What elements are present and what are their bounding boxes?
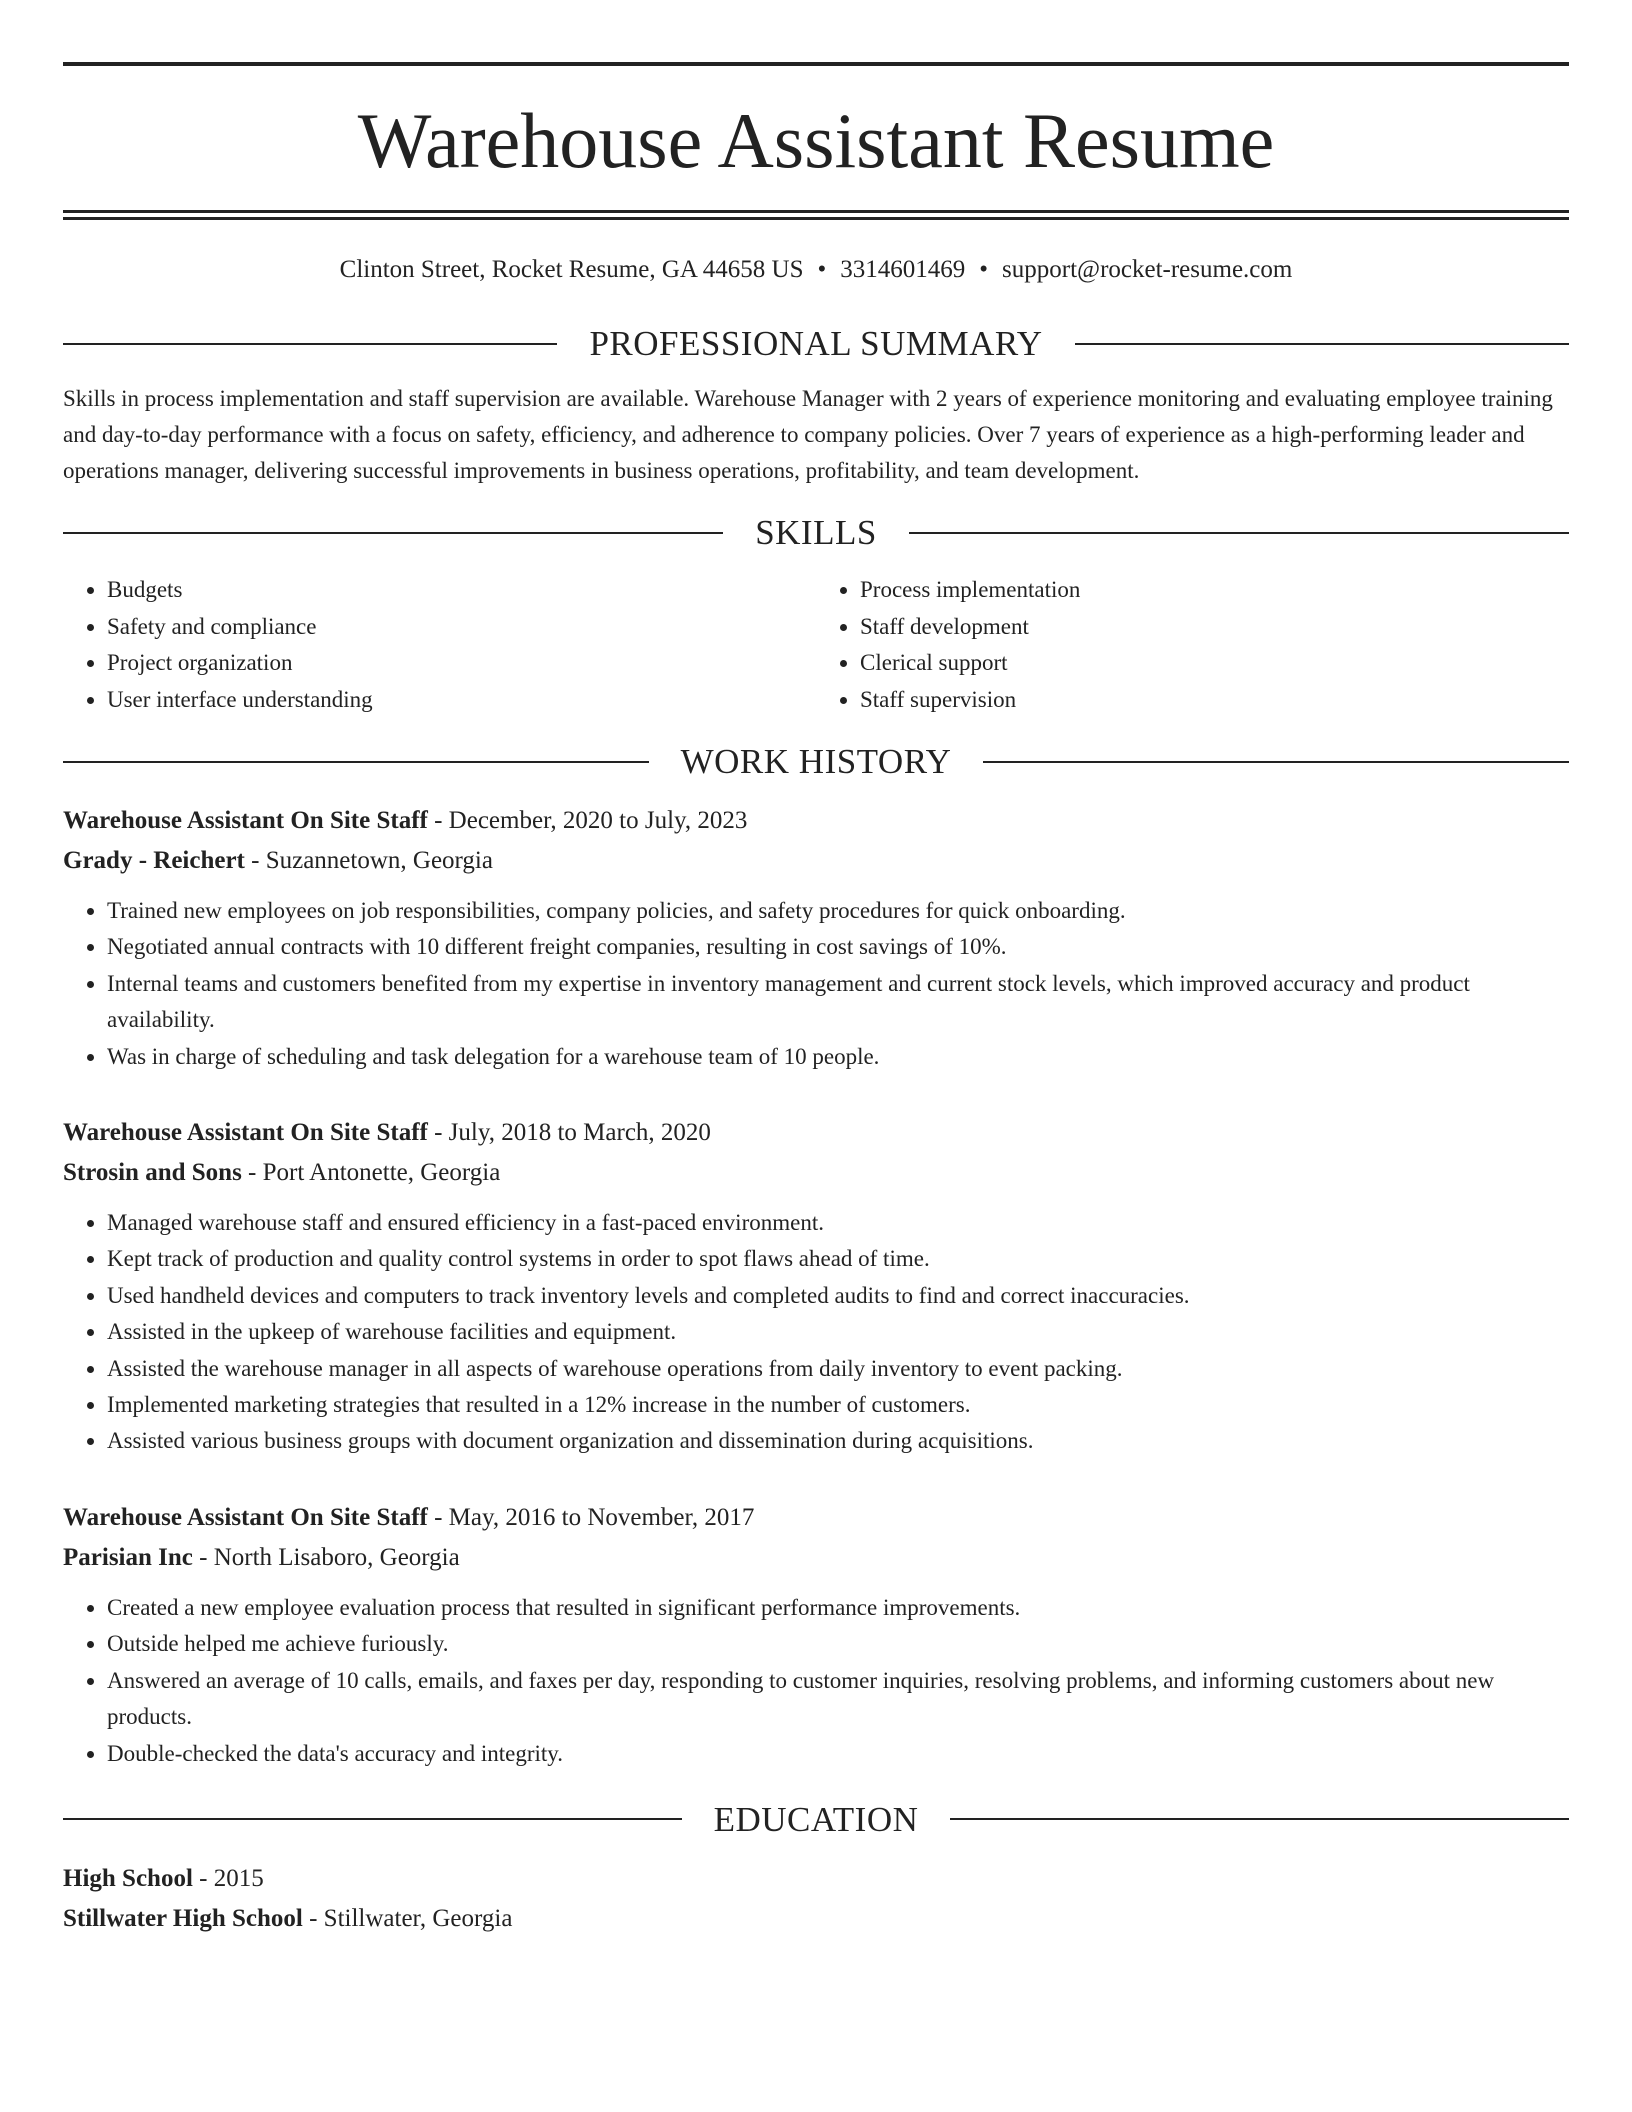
section-header-summary [63, 326, 1569, 361]
job-entry [63, 1113, 1569, 1460]
job-company-line [63, 1153, 1569, 1193]
job-bullet: • Implemented marketing strategies that resulted in a 12% increase in the number of customers. [107, 1387, 1569, 1423]
job-company: Grady - Reichert [63, 847, 245, 874]
contact-address: Clinton Street, Rocket Resume, GA 44658 US [339, 256, 804, 283]
job-bullet: • Assisted the warehouse manager in all aspects of warehouse operations from daily inventory to event packing. [107, 1351, 1569, 1387]
section-rule [1075, 343, 1569, 345]
skill-item: • Staff development [860, 609, 1569, 646]
skills-column-left [63, 572, 816, 718]
job-bullet: • Double-checked the data's accuracy and integrity. [107, 1736, 1569, 1772]
job-dates: - December, 2020 to July, 2023 [427, 807, 748, 834]
education-location: - Stillwater, Georgia [302, 1904, 513, 1932]
job-location: - Suzannetown, Georgia [244, 847, 493, 874]
job-bullet: • Was in charge of scheduling and task delegation for a warehouse team of 10 people. [107, 1039, 1569, 1075]
section-rule [63, 1818, 682, 1820]
job-bullet: • Used handheld devices and computers to track inventory levels and completed audits to find and correct inaccuracies. [107, 1278, 1569, 1314]
job-title-line [63, 1498, 1569, 1538]
job-bullet: • Internal teams and customers benefited from my expertise in inventory management and current stock levels, which improved accuracy and product availability. [107, 966, 1569, 1039]
job-bullets [63, 1590, 1569, 1772]
job-dates: - July, 2018 to March, 2020 [427, 1119, 711, 1147]
job-company: Parisian Inc [63, 1543, 193, 1571]
section-rule [950, 1818, 1569, 1820]
section-rule [909, 532, 1569, 534]
job-title-line [63, 1113, 1569, 1153]
job-title: Warehouse Assistant On Site Staff [63, 1119, 428, 1147]
summary-text: Skills in process implementation and staff supervision are available. Warehouse Manager with 2 years of experience monitoring and evaluating employee training and day-to-day performance with a focus on safety, efficiency, and adherence to company policies. Over 7 years of experience as a high-performing leader and operations manager, delivering successful improvements in business operations, profitability, and team development. [63, 386, 1553, 483]
job-entry [63, 801, 1569, 1075]
job-bullet: • Answered an average of 10 calls, emails, and faxes per day, responding to customer inquiries, resolving problems, and informing customers about new products. [107, 1663, 1569, 1736]
skill-item: • User interface understanding [107, 682, 816, 719]
skills-list [63, 572, 1569, 718]
job-bullet: • Managed warehouse staff and ensured efficiency in a fast-paced environment. [107, 1205, 1569, 1241]
contact-separator: • [817, 256, 827, 283]
job-company-line [63, 841, 1569, 881]
section-header-work-history [63, 744, 1569, 779]
title-double-rule [63, 210, 1569, 220]
skill-item: • Project organization [107, 645, 816, 682]
education-degree: High School [63, 1864, 193, 1892]
job-bullet: • Outside helped me achieve furiously. [107, 1626, 1569, 1662]
section-rule [63, 343, 557, 345]
job-location: - Port Antonette, Georgia [241, 1159, 501, 1187]
skill-item: • Safety and compliance [107, 609, 816, 646]
section-header-skills [63, 515, 1569, 550]
section-title: WORK HISTORY [680, 742, 952, 781]
job-bullet: • Assisted various business groups with document organization and dissemination during acquisitions. [107, 1423, 1569, 1459]
section-title: SKILLS [755, 513, 877, 552]
skill-item: • Clerical support [860, 645, 1569, 682]
job-title: Warehouse Assistant On Site Staff [63, 807, 428, 834]
job-company-line [63, 1538, 1569, 1578]
contact-separator: • [979, 256, 989, 283]
section-rule [983, 761, 1569, 763]
job-bullet: • Assisted in the upkeep of warehouse facilities and equipment. [107, 1314, 1569, 1350]
skills-column-right [816, 572, 1569, 718]
job-bullet: • Kept track of production and quality control systems in order to spot flaws ahead of time. [107, 1241, 1569, 1277]
skill-item: • Staff supervision [860, 682, 1569, 719]
education-school-line [63, 1899, 1569, 1939]
job-entry [63, 1498, 1569, 1772]
education-year: - 2015 [192, 1864, 264, 1892]
job-company: Strosin and Sons [63, 1159, 242, 1187]
job-title: Warehouse Assistant On Site Staff [63, 1503, 428, 1531]
job-dates: - May, 2016 to November, 2017 [427, 1503, 755, 1531]
contact-line [63, 256, 1569, 284]
contact-email: support@rocket-resume.com [1002, 256, 1293, 283]
section-header-education [63, 1799, 1569, 1839]
section-title: EDUCATION [713, 1799, 919, 1839]
job-bullet: • Negotiated annual contracts with 10 different freight companies, resulting in cost savings of 10%. [107, 929, 1569, 965]
skill-item: • Process implementation [860, 572, 1569, 609]
job-bullets [63, 893, 1569, 1075]
section-rule [63, 761, 649, 763]
resume-title: Warehouse Assistant Resume [357, 97, 1275, 184]
top-rule [63, 62, 1569, 66]
job-location: - North Lisaboro, Georgia [192, 1543, 460, 1571]
section-title: PROFESSIONAL SUMMARY [589, 324, 1043, 363]
section-rule [63, 532, 723, 534]
education-degree-line [63, 1859, 1569, 1899]
education-entry [63, 1859, 1569, 1939]
job-bullet: • Trained new employees on job responsibilities, company policies, and safety procedures for quick onboarding. [107, 893, 1569, 929]
education-school: Stillwater High School [63, 1904, 303, 1932]
job-title-line [63, 801, 1569, 841]
skill-item: • Budgets [107, 572, 816, 609]
resume-page [63, 0, 1569, 1939]
job-bullet: • Created a new employee evaluation process that resulted in significant performance improvements. [107, 1590, 1569, 1626]
contact-phone: 3314601469 [840, 256, 966, 283]
job-bullets [63, 1205, 1569, 1460]
